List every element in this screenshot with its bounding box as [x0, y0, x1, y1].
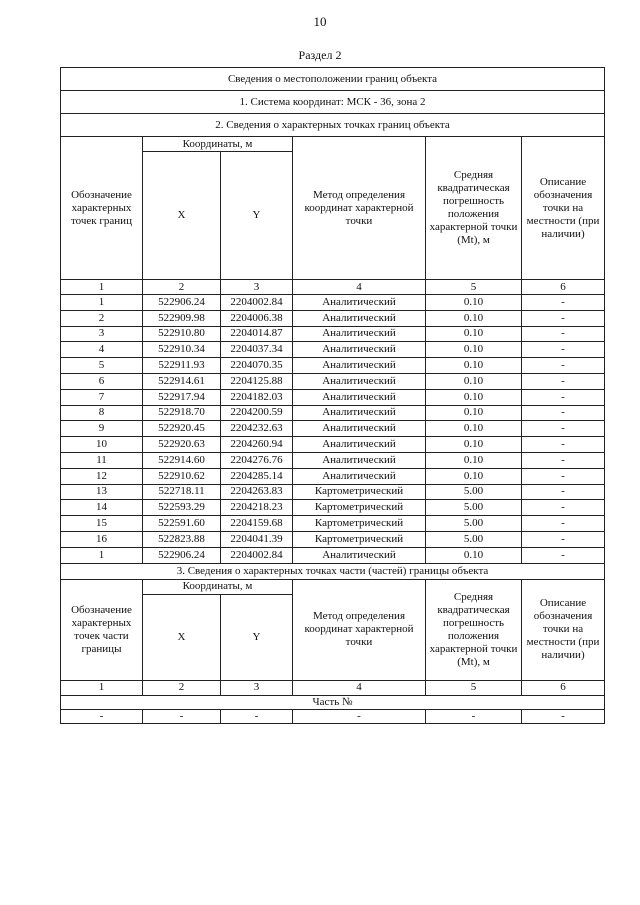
- point-number: 6: [61, 373, 143, 389]
- col-number: 6: [522, 280, 605, 295]
- header-coordinates: Координаты, м: [143, 137, 293, 152]
- description: -: [522, 547, 605, 563]
- parts-section-title: 3. Сведения о характерных точках части (частей) границы объекта: [61, 563, 605, 579]
- point-number: 15: [61, 516, 143, 532]
- accuracy: 0.10: [426, 437, 522, 453]
- parts-col-number: 2: [143, 680, 221, 695]
- coord-y: 2204002.84: [221, 547, 293, 563]
- parts-header-description: Описание обозначения точки на местности (при наличии): [522, 579, 605, 680]
- accuracy: 5.00: [426, 500, 522, 516]
- description: -: [522, 484, 605, 500]
- col-number: 5: [426, 280, 522, 295]
- table-row: [61, 295, 605, 311]
- accuracy: 0.10: [426, 389, 522, 405]
- description: -: [522, 342, 605, 358]
- point-number: 13: [61, 484, 143, 500]
- coord-y: 2204014.87: [221, 326, 293, 342]
- parts-col-number: 6: [522, 680, 605, 695]
- coord-y: 2204125.88: [221, 373, 293, 389]
- point-number: 3: [61, 326, 143, 342]
- coord-x: 522917.94: [143, 389, 221, 405]
- part-label: Часть №: [61, 695, 605, 709]
- accuracy: 0.10: [426, 468, 522, 484]
- col-number: 1: [61, 280, 143, 295]
- point-number: 14: [61, 500, 143, 516]
- coord-y: 2204285.14: [221, 468, 293, 484]
- coord-y: 2204200.59: [221, 405, 293, 421]
- description: -: [522, 373, 605, 389]
- header-x: X: [143, 152, 221, 280]
- coord-x: 522718.11: [143, 484, 221, 500]
- coord-x: 522911.93: [143, 358, 221, 374]
- part-cell: -: [143, 709, 221, 723]
- description: -: [522, 405, 605, 421]
- method: Аналитический: [293, 295, 426, 311]
- table-row: [61, 358, 605, 374]
- coord-y: 2204260.94: [221, 437, 293, 453]
- table-row: [61, 405, 605, 421]
- coord-y: 2204006.38: [221, 310, 293, 326]
- point-number: 16: [61, 531, 143, 547]
- part-cell: -: [426, 709, 522, 723]
- parts-col-number: 5: [426, 680, 522, 695]
- method: Аналитический: [293, 310, 426, 326]
- boundaries-table: [60, 67, 605, 724]
- table-row: [61, 326, 605, 342]
- col-number: 4: [293, 280, 426, 295]
- coord-y: 2204263.83: [221, 484, 293, 500]
- coord-y: 2204218.23: [221, 500, 293, 516]
- coord-y: 2204182.03: [221, 389, 293, 405]
- coord-y: 2204002.84: [221, 295, 293, 311]
- header-description: Описание обозначения точки на местности (при наличии): [522, 137, 605, 280]
- method: Картометрический: [293, 531, 426, 547]
- method: Картометрический: [293, 484, 426, 500]
- table-row: [61, 531, 605, 547]
- header-y: Y: [221, 152, 293, 280]
- coord-y: 2204276.76: [221, 452, 293, 468]
- point-number: 7: [61, 389, 143, 405]
- coord-x: 522914.61: [143, 373, 221, 389]
- accuracy: 0.10: [426, 421, 522, 437]
- table-title: Сведения о местоположении границ объекта: [61, 68, 605, 91]
- points-section-title: 2. Сведения о характерных точках границ объекта: [61, 114, 605, 137]
- parts-col-number: 3: [221, 680, 293, 695]
- parts-header-accuracy: Средняя квадратическая погрешность положения характерной точки (Mt), м: [426, 579, 522, 680]
- point-number: 1: [61, 295, 143, 311]
- parts-col-number: 1: [61, 680, 143, 695]
- coord-x: 522823.88: [143, 531, 221, 547]
- coord-x: 522910.62: [143, 468, 221, 484]
- part-cell: -: [221, 709, 293, 723]
- coord-system: 1. Система координат: МСК - 36, зона 2: [61, 91, 605, 114]
- description: -: [522, 326, 605, 342]
- accuracy: 0.10: [426, 310, 522, 326]
- table-row: [61, 516, 605, 532]
- table-row: [61, 468, 605, 484]
- coord-x: 522906.24: [143, 295, 221, 311]
- coord-x: 522914.60: [143, 452, 221, 468]
- parts-header-y: Y: [221, 594, 293, 680]
- description: -: [522, 531, 605, 547]
- coord-x: 522910.34: [143, 342, 221, 358]
- part-cell: -: [61, 709, 143, 723]
- method: Аналитический: [293, 373, 426, 389]
- parts-header-x: X: [143, 594, 221, 680]
- point-number: 10: [61, 437, 143, 453]
- method: Аналитический: [293, 421, 426, 437]
- parts-col-number: 4: [293, 680, 426, 695]
- description: -: [522, 421, 605, 437]
- table-row: [61, 342, 605, 358]
- table-row: [61, 310, 605, 326]
- col-number: 3: [221, 280, 293, 295]
- point-number: 5: [61, 358, 143, 374]
- accuracy: 5.00: [426, 484, 522, 500]
- col-number: 2: [143, 280, 221, 295]
- accuracy: 0.10: [426, 342, 522, 358]
- part-cell: -: [522, 709, 605, 723]
- coord-y: 2204232.63: [221, 421, 293, 437]
- point-number: 1: [61, 547, 143, 563]
- accuracy: 0.10: [426, 405, 522, 421]
- table-row: [61, 421, 605, 437]
- method: Аналитический: [293, 358, 426, 374]
- table-row: [61, 547, 605, 563]
- coord-y: 2204041.39: [221, 531, 293, 547]
- description: -: [522, 358, 605, 374]
- page-number: 10: [313, 14, 327, 29]
- point-number: 2: [61, 310, 143, 326]
- table-row: [61, 389, 605, 405]
- method: Аналитический: [293, 389, 426, 405]
- method: Аналитический: [293, 342, 426, 358]
- method: Аналитический: [293, 452, 426, 468]
- table-row: [61, 452, 605, 468]
- description: -: [522, 437, 605, 453]
- point-number: 12: [61, 468, 143, 484]
- accuracy: 0.10: [426, 326, 522, 342]
- description: -: [522, 468, 605, 484]
- table-row: [61, 500, 605, 516]
- method: Аналитический: [293, 468, 426, 484]
- accuracy: 0.10: [426, 358, 522, 374]
- table-row: [61, 437, 605, 453]
- coord-y: 2204070.35: [221, 358, 293, 374]
- coord-x: 522591.60: [143, 516, 221, 532]
- coord-x: 522920.63: [143, 437, 221, 453]
- header-method: Метод определения координат характерной точки: [293, 137, 426, 280]
- accuracy: 0.10: [426, 295, 522, 311]
- description: -: [522, 516, 605, 532]
- parts-header-coordinates: Координаты, м: [143, 579, 293, 594]
- description: -: [522, 452, 605, 468]
- coord-y: 2204037.34: [221, 342, 293, 358]
- section-title: Раздел 2: [298, 48, 342, 62]
- accuracy: 0.10: [426, 452, 522, 468]
- description: -: [522, 295, 605, 311]
- coord-x: 522906.24: [143, 547, 221, 563]
- accuracy: 0.10: [426, 373, 522, 389]
- method: Аналитический: [293, 547, 426, 563]
- accuracy: 5.00: [426, 531, 522, 547]
- description: -: [522, 389, 605, 405]
- table-row: [61, 373, 605, 389]
- coord-x: 522909.98: [143, 310, 221, 326]
- point-number: 4: [61, 342, 143, 358]
- description: -: [522, 500, 605, 516]
- coord-x: 522593.29: [143, 500, 221, 516]
- accuracy: 0.10: [426, 547, 522, 563]
- header-accuracy: Средняя квадратическая погрешность положения характерной точки (Mt), м: [426, 137, 522, 280]
- method: Картометрический: [293, 516, 426, 532]
- point-number: 9: [61, 421, 143, 437]
- method: Картометрический: [293, 500, 426, 516]
- method: Аналитический: [293, 405, 426, 421]
- method: Аналитический: [293, 437, 426, 453]
- part-cell: -: [293, 709, 426, 723]
- point-number: 8: [61, 405, 143, 421]
- point-number: 11: [61, 452, 143, 468]
- description: -: [522, 310, 605, 326]
- coord-x: 522910.80: [143, 326, 221, 342]
- parts-header-method: Метод определения координат характерной точки: [293, 579, 426, 680]
- table-row: [61, 484, 605, 500]
- accuracy: 5.00: [426, 516, 522, 532]
- coord-y: 2204159.68: [221, 516, 293, 532]
- coord-x: 522918.70: [143, 405, 221, 421]
- parts-header-designation: Обозначение характерных точек части границы: [61, 579, 143, 680]
- method: Аналитический: [293, 326, 426, 342]
- coord-x: 522920.45: [143, 421, 221, 437]
- header-designation: Обозначение характерных точек границ: [61, 137, 143, 280]
